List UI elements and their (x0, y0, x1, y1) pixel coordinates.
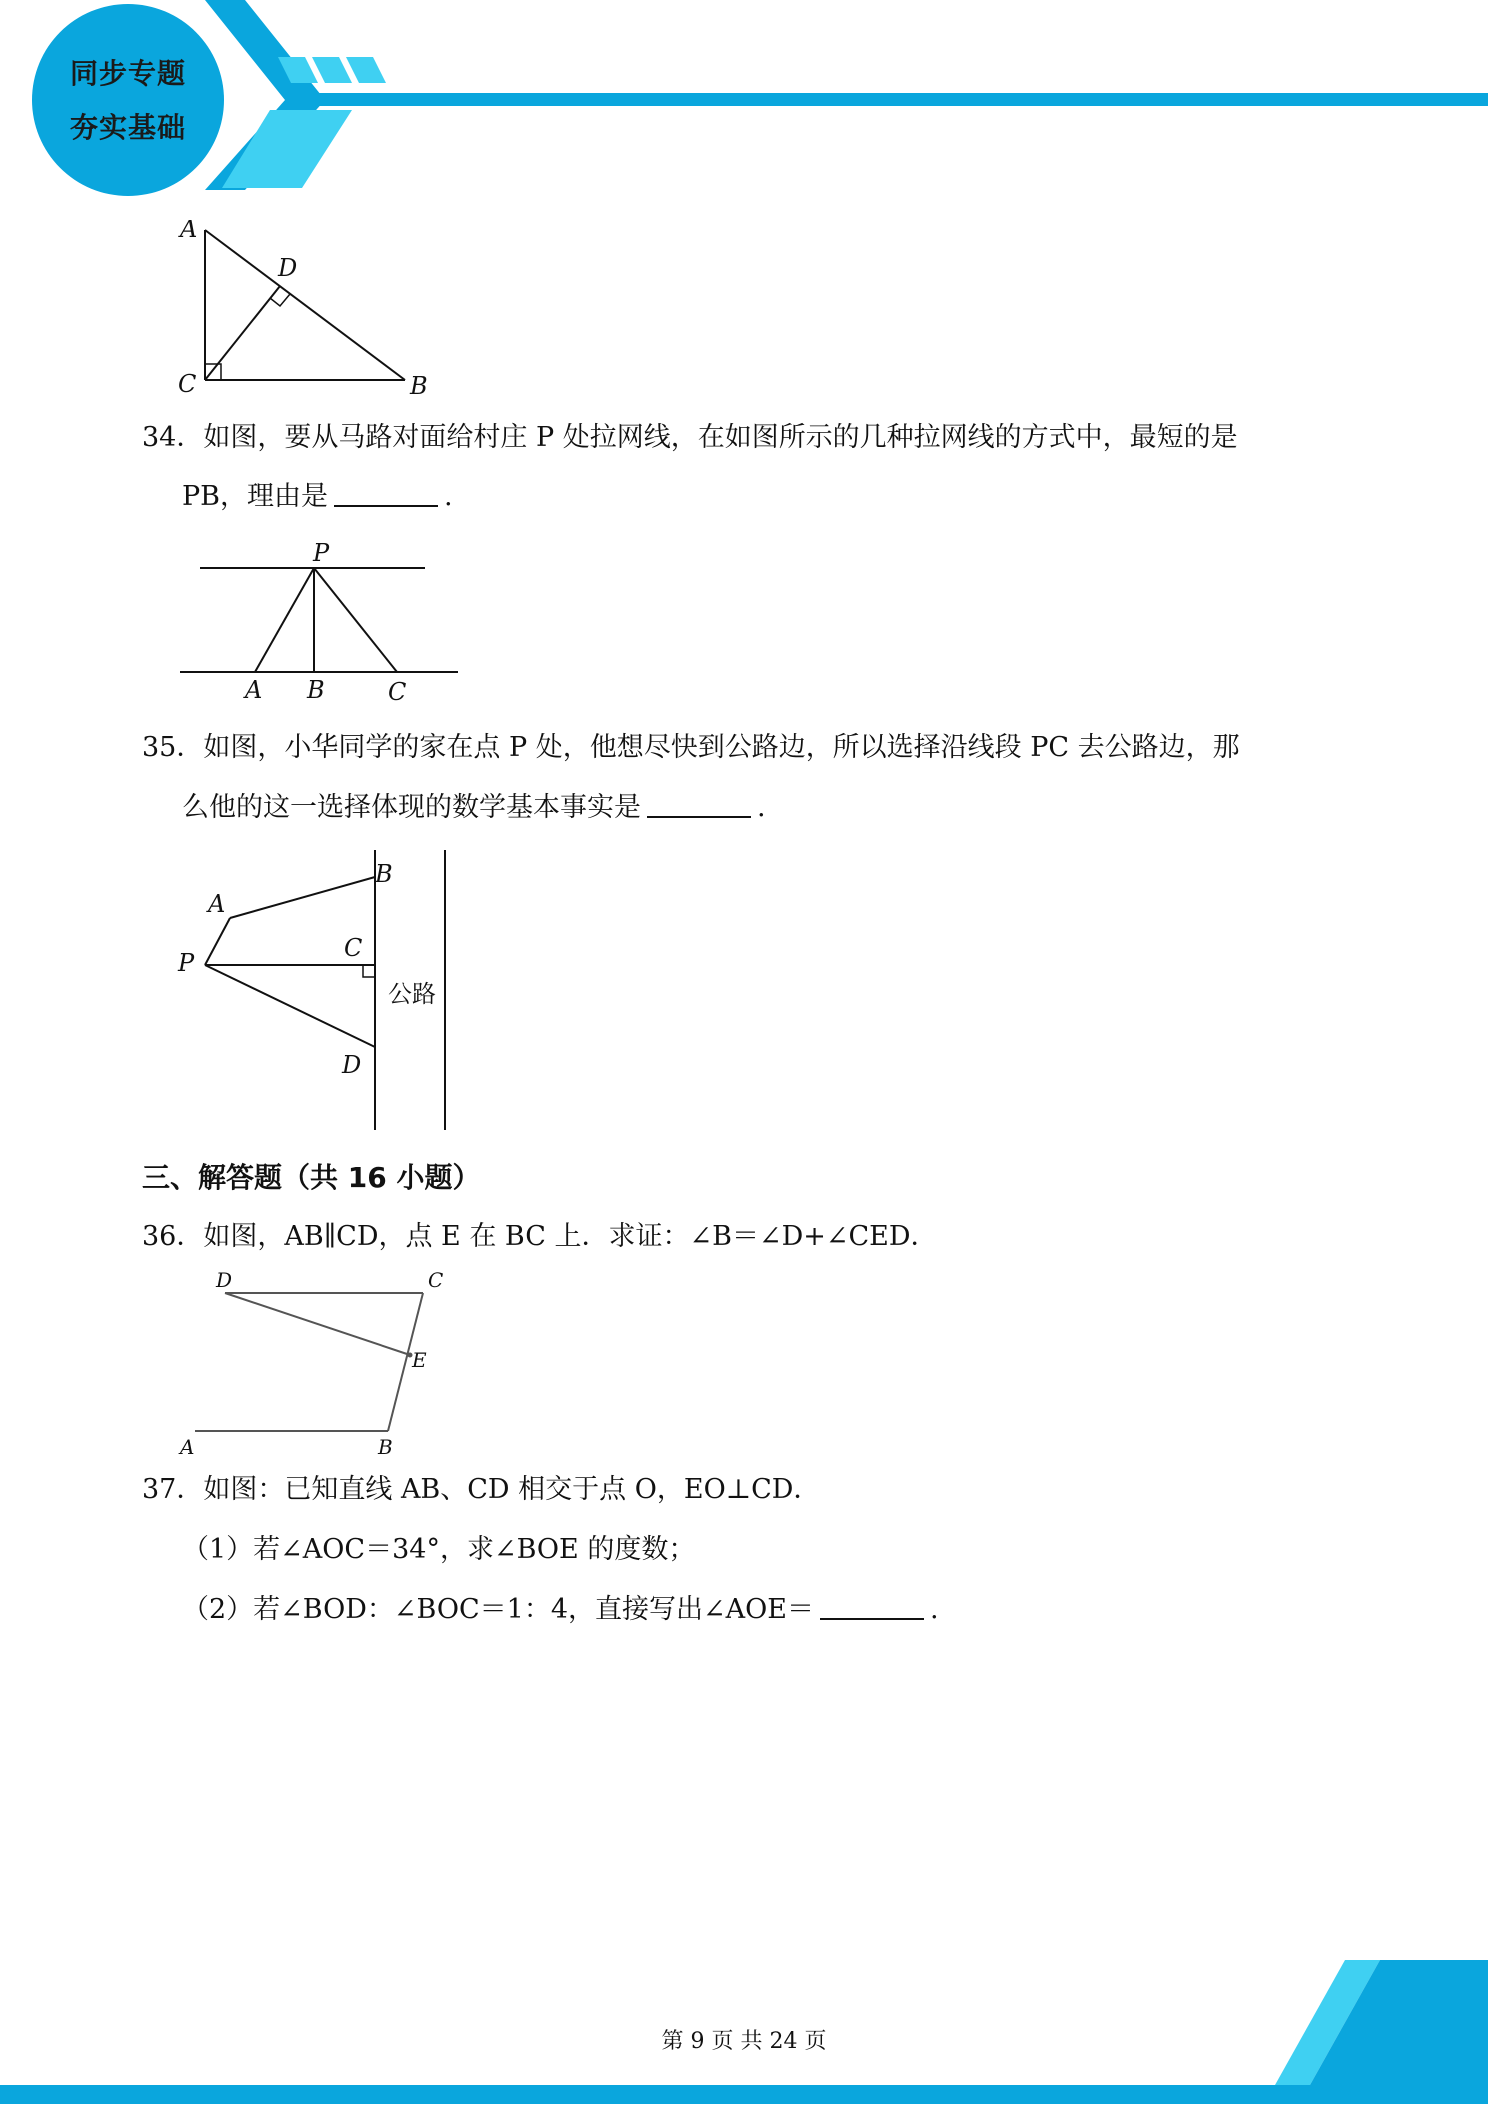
header-badge-line2: 夯实基础 (69, 111, 186, 144)
figure-right-triangle (170, 220, 440, 400)
question-36: 36．如图，AB∥CD，点 E 在 BC 上．求证：∠B＝∠D+∠CED． (142, 1221, 938, 1252)
question-35-line1: 35．如图，小华同学的家在点 P 处，他想尽快到公路边，所以选择沿线段 PC 去公路边，那 (142, 732, 1240, 763)
question-37-line1: 37．如图：已知直线 AB、CD 相交于点 O，EO⊥CD． (142, 1474, 821, 1505)
page-number: 第 9 页 共 24 页 (661, 2029, 827, 2054)
question-35-text: 么他的这一选择体现的数学基本事实是 (182, 792, 641, 823)
label-c: C (178, 370, 197, 398)
question-35-line2 (182, 788, 766, 828)
answer-blank[interactable] (647, 788, 751, 818)
label-b: B (375, 860, 393, 888)
label-d: D (342, 1051, 362, 1079)
section-heading: 三、解答题（共 16 小题） (142, 1161, 481, 1194)
label-c: C (344, 934, 363, 962)
header-badge-line1: 同步专题 (69, 57, 186, 90)
question-37-part2 (182, 1590, 939, 1630)
label-c: C (388, 678, 407, 706)
punct: . (757, 792, 766, 823)
figure-parallel-lines (170, 1265, 470, 1460)
label-p: P (313, 539, 330, 567)
label-a: A (180, 1435, 195, 1459)
question-37-part2-text: （2）若∠BOD：∠BOC＝1：4，直接写出∠AOE＝ (182, 1594, 815, 1625)
question-34-line2 (182, 477, 453, 517)
question-37-part1: （1）若∠AOC＝34°，求∠BOE 的度数； (182, 1534, 696, 1565)
label-p: P (178, 949, 195, 977)
answer-blank[interactable] (334, 477, 438, 507)
label-road: 公路 (388, 980, 436, 1008)
label-e: E (412, 1348, 427, 1372)
label-b: B (410, 372, 428, 400)
label-c: C (428, 1268, 444, 1292)
header-banner (0, 0, 1488, 200)
answer-blank[interactable] (820, 1590, 924, 1620)
label-b: B (378, 1435, 393, 1459)
question-34-line1: 34．如图，要从马路对面给村庄 P 处拉网线，在如图所示的几种拉网线的方式中，最短的是 (142, 422, 1238, 453)
punct: . (930, 1594, 939, 1625)
figure-road-village (170, 535, 470, 710)
label-d: D (278, 254, 298, 282)
figure-road-path (170, 845, 470, 1135)
label-a: A (180, 220, 198, 243)
label-a: A (245, 676, 263, 704)
label-b: B (307, 676, 325, 704)
label-d: D (216, 1268, 233, 1292)
punct: . (444, 481, 453, 512)
question-34-text: PB，理由是 (182, 481, 329, 512)
label-a: A (208, 890, 226, 918)
